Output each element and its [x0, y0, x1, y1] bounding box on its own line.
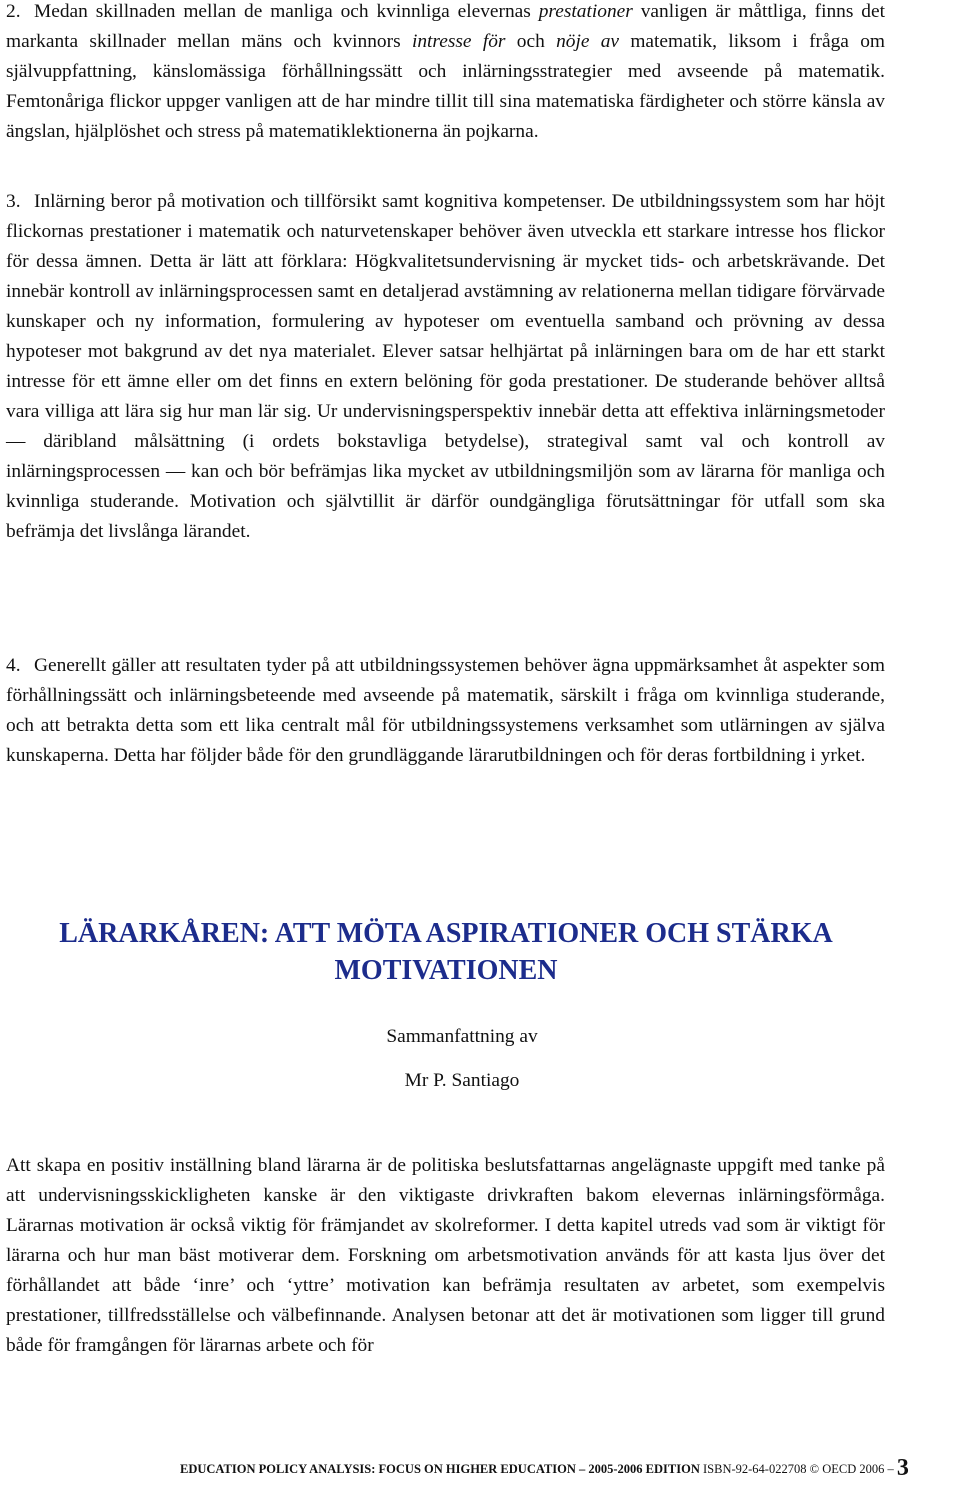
author-name: Mr P. Santiago	[404, 1070, 520, 1091]
chapter-heading-line-2: MOTIVATIONEN	[334, 955, 558, 986]
paragraph-2-body	[6, 1, 885, 142]
paragraph-2	[6, 0, 885, 147]
italic-run: prestationer	[538, 1, 633, 22]
summary-of-label: Sammanfattning av	[386, 1026, 538, 1047]
paragraph-4	[6, 651, 885, 771]
page-number: 3	[896, 1455, 909, 1481]
paragraph-3-body: Inlärning beror på motivation och tillförsikt samt kognitiva kompetenser. De utbildningssystem som har höjt flickornas prestationer i matematik och naturvetenskaper behöver även utveckla ett starkare intresse hos flickor för dessa ämnen. Detta är lätt att förklara: Högkvalitetsundervisning är mycket tids- och arbetskrävande. Det innebär kontroll av inlärningsprocessen samt en detaljerad avstämning av relationerna mellan tidigare förvärvade kunskaper och ny information, formulering av hypoteser om eventuella samband och prövning av dessa hypoteser mot bakgrund av det nya materialet. Elever satsar helhjärtat på inlärningen bara om de har ett starkt intresse för ett ämne eller om det finns en extern belöning för goda prestationer. De studerande behöver alltså vara villiga att lära sig hur man lär sig. Ur undervisningsperspektiv innebär detta att effektiva inlärningsmetoder — däribland målsättning (i ordets bokstavliga betydelse), strategival samt val och kontroll av inlärningsprocessen — kan och bör befrämjas lika mycket av utbildningsmiljön som av lärarna för manliga och kvinnliga studerande. Motivation och självtillit är därför oundgängliga förutsättningar för utfall som ska befrämja det livslånga lärandet.	[6, 191, 885, 542]
text-run: vanligen är måttliga, finns det markanta skillnader mellan mäns och kvinnors	[6, 1, 886, 52]
paragraph-number: 2.	[6, 1, 21, 22]
italic-run: nöje av	[556, 31, 620, 52]
text-run: och	[505, 31, 557, 52]
footer-isbn: ISBN-92-64-022708	[703, 1462, 807, 1476]
chapter-heading-line-1: LÄRARKÅREN: ATT MÖTA ASPIRATIONER OCH STÄRKA	[59, 918, 833, 949]
paragraph-3	[6, 187, 885, 547]
italic-run: intresse för	[411, 31, 506, 52]
page-footer	[180, 1455, 960, 1481]
summary-paragraph: Att skapa en positiv inställning bland lärarna är de politiska beslutsfattarnas angelägnaste uppgift med tanke på att undervisningsskickligheten kanske är den viktigaste drivkraften bakom elevernas inlärningsförmåga. Lärarnas motivation är också viktig för främjandet av skolreformer. I detta kapitel utreds vad som är viktigt för lärarna och hur man bäst motiverar dem. Forskning om arbetsmotivation används för att kasta ljus över det förhållandet att både ‘inre’ och ‘yttre’ motivation kan befrämja resultaten av arbetet, som exempelvis prestationer, tillfredsställelse och välbefinnande. Analysen betonar att det är motivationen som ligger till grund både för framgången för lärarnas arbete och för	[6, 1155, 885, 1356]
footer-series: EDUCATION POLICY ANALYSIS: FOCUS ON HIGHER EDUCATION – 2005-2006 EDITION	[180, 1462, 700, 1476]
footer-copyright: © OECD 2006 –	[809, 1462, 894, 1476]
paragraph-number: 4.	[6, 655, 21, 676]
text-run: matematik, liksom i fråga om självuppfattning, känslomässiga förhållningssätt och inlärningsstrategier med avseende på matematik. Femtonåriga flickor uppger vanligen att de har mindre tillit till sina matematiska färdigheter och större känsla av ängslan, hjälplöshet och stress på matematiklektionerna än pojkarna.	[6, 31, 885, 142]
text-run: Medan skillnaden mellan de manliga och kvinnliga elevernas	[34, 1, 539, 22]
paragraph-4-body: Generellt gäller att resultaten tyder på att utbildningssystemen behöver ägna uppmärksamhet åt aspekter som förhållningssätt och inlärningsbeteende med avseende på matematik, särskilt i fråga om kvinnliga studerande, och att betrakta detta som ett lika centralt mål för utbildningssystemens verksamhet som utlärningen av själva kunskaperna. Detta har följder både för den grundläggande lärarutbildningen och för deras fortbildning i yrket.	[6, 655, 885, 766]
paragraph-number: 3.	[6, 191, 21, 212]
chapter-heading	[0, 915, 892, 989]
